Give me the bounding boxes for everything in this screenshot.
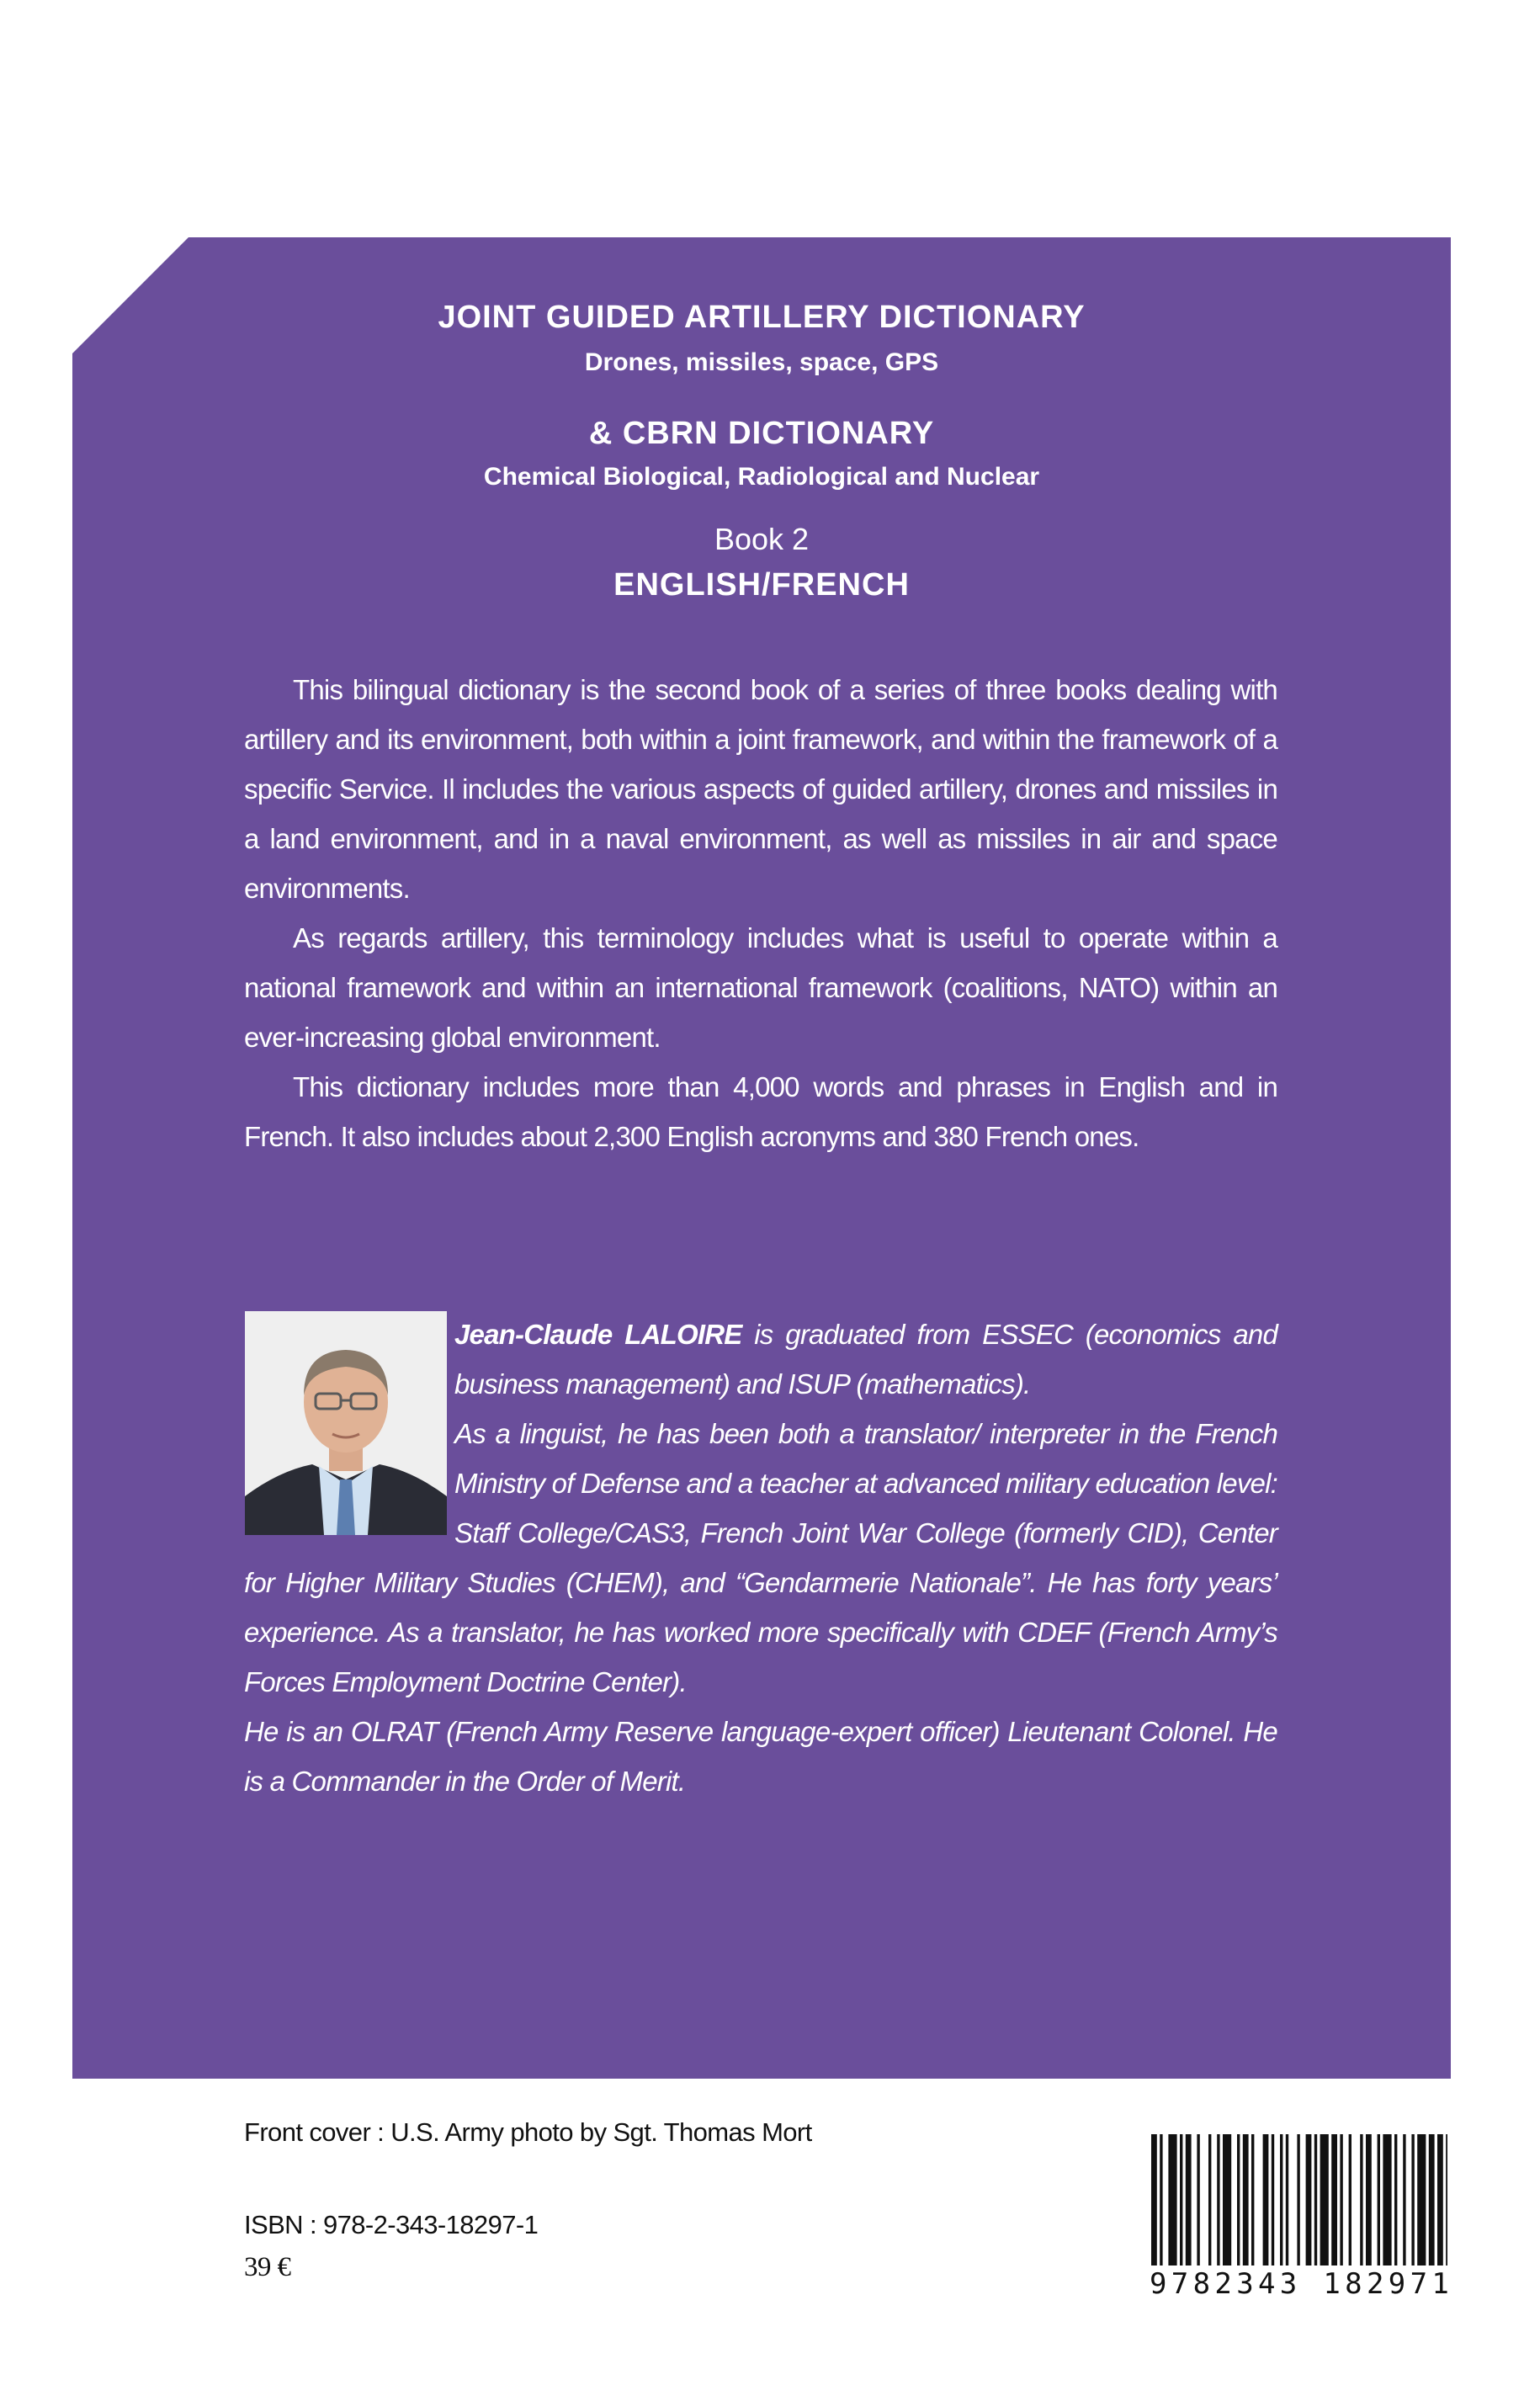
barcode-digits bbox=[1146, 2267, 1452, 2301]
author-name: Jean-Claude LALOIRE bbox=[454, 1319, 742, 1350]
barcode-bar bbox=[1272, 2134, 1274, 2265]
barcode-digit: 9 bbox=[1150, 2267, 1167, 2301]
barcode-bar bbox=[1306, 2134, 1312, 2265]
price: 39 € bbox=[244, 2252, 291, 2282]
barcode-digit: 7 bbox=[1410, 2267, 1428, 2301]
barcode-bar bbox=[1411, 2134, 1414, 2265]
barcode-bar bbox=[1383, 2134, 1391, 2265]
barcode-bar bbox=[1417, 2134, 1426, 2265]
barcode-bar bbox=[1320, 2134, 1329, 2265]
language-pair: ENGLISH/FRENCH bbox=[613, 567, 910, 603]
barcode-bar bbox=[1237, 2134, 1240, 2265]
barcode-bar bbox=[1217, 2134, 1219, 2265]
barcode-bar bbox=[1186, 2134, 1192, 2265]
barcode-bar bbox=[1331, 2134, 1337, 2265]
photo-credit: Front cover : U.S. Army photo by Sgt. Thomas Mort bbox=[244, 2117, 812, 2147]
barcode-digit bbox=[1302, 2267, 1319, 2301]
isbn: ISBN : 978-2-343-18297-1 bbox=[244, 2210, 539, 2239]
description-paragraph: As regards artillery, this terminology includes what is useful to operate within a national framework and within an international framework (coalitions, NATO) within an ever-increasing global environment. bbox=[244, 922, 1277, 1053]
barcode-bar bbox=[1297, 2134, 1299, 2265]
description-block bbox=[244, 665, 1277, 1161]
barcode-bar bbox=[1263, 2134, 1269, 2265]
barcode-digit: 3 bbox=[1279, 2267, 1298, 2301]
barcode-bar bbox=[1378, 2134, 1380, 2265]
barcode-digit: 1 bbox=[1323, 2267, 1341, 2301]
description-paragraph: This dictionary includes more than 4,000 words and phrases in English and in French. It also includes about 2,300 English acronyms and 380 French ones. bbox=[244, 1071, 1277, 1152]
barcode-bar bbox=[1197, 2134, 1199, 2265]
barcode-digit: 2 bbox=[1366, 2267, 1384, 2301]
cbrn-subtitle: Chemical Biological, Radiological and Nuclear bbox=[483, 463, 1040, 491]
dictionary-title: JOINT GUIDED ARTILLERY DICTIONARY bbox=[438, 300, 1086, 335]
barcode-digit: 8 bbox=[1345, 2267, 1362, 2301]
barcode-bar bbox=[1403, 2134, 1405, 2265]
barcode-digit: 8 bbox=[1192, 2267, 1211, 2301]
barcode-bar bbox=[1180, 2134, 1182, 2265]
barcode-digit: 7 bbox=[1171, 2267, 1189, 2301]
barcode-bar bbox=[1160, 2134, 1162, 2265]
barcode-digit: 3 bbox=[1236, 2267, 1254, 2301]
barcode-bar bbox=[1223, 2134, 1231, 2265]
barcode-digit: 4 bbox=[1257, 2267, 1276, 2301]
dictionary-subtitle: Drones, missiles, space, GPS bbox=[584, 348, 939, 376]
barcode-digit: 9 bbox=[1388, 2267, 1406, 2301]
barcode-digit: 1 bbox=[1431, 2267, 1449, 2301]
barcode-bar bbox=[1208, 2134, 1211, 2265]
book-number: Book 2 bbox=[714, 522, 810, 556]
barcode-bar bbox=[1168, 2134, 1176, 2265]
barcode-bar bbox=[1314, 2134, 1317, 2265]
barcode-bar bbox=[1429, 2134, 1435, 2265]
barcode-bar bbox=[1394, 2134, 1397, 2265]
barcode-bar bbox=[1286, 2134, 1288, 2265]
bio-paragraph: As a linguist, he has been both a translator/ interpreter in the French Ministry of Defense and a teacher at advanced military education level: Staff College/CAS3, French Joint War College (formerly CID), Center for Higher Military Studies (CHEM), and “Gendarmerie Nationale”. He has forty years’ experience. As a translator, he has worked more specifically with CDEF (French Army’s Forces Employment Doctrine Center). bbox=[244, 1418, 1277, 1697]
description-paragraph: This bilingual dictionary is the second book of a series of three books dealing with artillery and its environment, both within a joint framework, and within the framework of a specific Service. Il includes the various aspects of guided artillery, drones and missiles in a land environment, and in a naval environment, as well as missiles in air and space environments. bbox=[244, 674, 1277, 904]
barcode-bar bbox=[1251, 2134, 1254, 2265]
author-bio bbox=[244, 1309, 1277, 1806]
bio-paragraph: He is an OLRAT (French Army Reserve language-expert officer) Lieutenant Colonel. He is a Commander in the Order of Merit. bbox=[244, 1716, 1277, 1797]
barcode-bar bbox=[1340, 2134, 1342, 2265]
barcode-bar bbox=[1349, 2134, 1351, 2265]
barcode-bar bbox=[1446, 2134, 1447, 2265]
barcode-bar bbox=[1366, 2134, 1372, 2265]
cbrn-title: & CBRN DICTIONARY bbox=[588, 416, 935, 451]
bio-first: is graduated from ESSEC (economics and business management) and ISUP (mathematics). bbox=[454, 1319, 1277, 1400]
barcode-bar bbox=[1243, 2134, 1249, 2265]
barcode-bar bbox=[1437, 2134, 1443, 2265]
barcode-bar bbox=[1280, 2134, 1282, 2265]
barcode-bar bbox=[1151, 2134, 1157, 2265]
barcode-digit: 2 bbox=[1214, 2267, 1232, 2301]
barcode-bar bbox=[1360, 2134, 1362, 2265]
